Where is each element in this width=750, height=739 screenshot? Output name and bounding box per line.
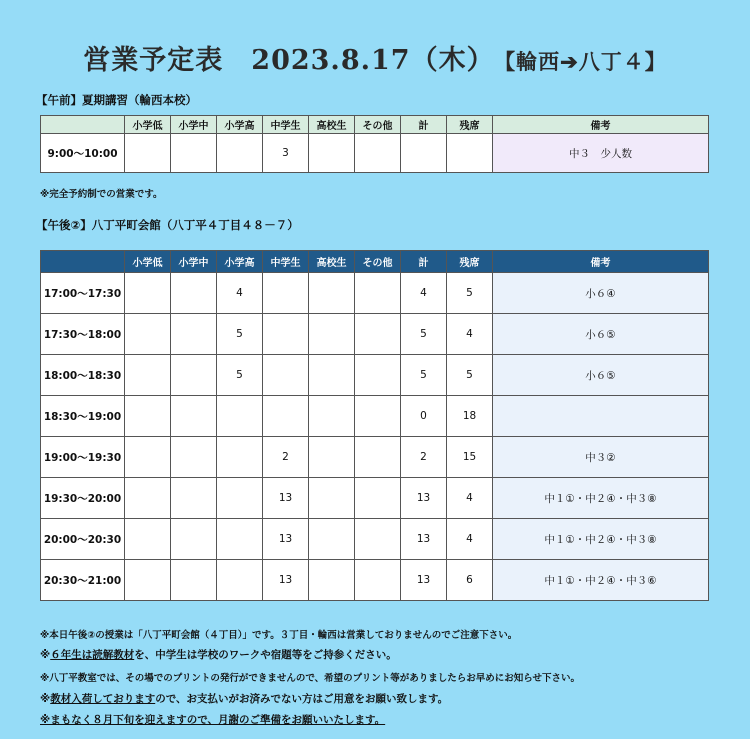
table-cell: 18 [447,396,493,437]
column-header: 小学中 [171,251,217,273]
table-cell: 5 [217,314,263,355]
table-cell [125,396,171,437]
table-cell [217,396,263,437]
table-row [41,478,709,519]
time-slot-cell: 20:00〜20:30 [41,519,125,560]
table-cell [171,519,217,560]
table-cell [355,396,401,437]
table-cell [263,273,309,314]
note-materials-rest: を、中学生は学校のワークや宿題等をご持参ください。 [134,649,397,661]
note-tuition-text: ※まもなく８月下旬を迎えますので、月謝のご準備をお願いいたします。 [40,714,386,726]
table-row [41,437,709,478]
morning-table [40,115,709,173]
table-cell: 13 [401,560,447,601]
column-header: 備考 [493,116,709,134]
note-prints: ※八丁平教室では、その場でのプリントの発行ができませんので、希望のプリント等がありましたらお早めにお知らせ下さい。 [40,673,581,684]
table-cell [171,314,217,355]
column-header: 高校生 [309,116,355,134]
table-cell [263,314,309,355]
table-cell: 5 [447,355,493,396]
remarks-cell: 小６④ [493,273,709,314]
table-cell [171,273,217,314]
table-cell [217,560,263,601]
remarks-cell: 中１①・中２④・中３⑧ [493,478,709,519]
table-row [41,314,709,355]
time-slot-cell: 17:30〜18:00 [41,314,125,355]
table-cell [171,437,217,478]
table-cell [125,273,171,314]
table-cell: 5 [401,355,447,396]
table-cell [217,478,263,519]
table-row [41,519,709,560]
table-cell: 4 [447,314,493,355]
column-header: 小学高 [217,116,263,134]
table-cell [309,314,355,355]
table-cell: 0 [401,396,447,437]
column-header: 残席 [447,116,493,134]
table-cell: 3 [263,134,309,173]
table-cell: 13 [263,560,309,601]
table-cell [125,519,171,560]
note-payment-prefix: ※ [40,693,51,705]
table-cell [125,314,171,355]
morning-header-row [41,116,709,134]
table-cell: 5 [401,314,447,355]
time-slot-cell: 20:30〜21:00 [41,560,125,601]
afternoon-heading: 【午後②】八丁平町会館（八丁平４丁目４８－７） [36,218,299,232]
table-cell [125,134,171,173]
column-header: 計 [401,251,447,273]
table-cell [355,478,401,519]
table-cell [171,355,217,396]
column-header: 中学生 [263,251,309,273]
column-header: その他 [355,251,401,273]
table-row [41,396,709,437]
table-cell: 4 [401,273,447,314]
morning-note: ※完全予約制での営業です。 [40,189,163,200]
table-cell: 15 [447,437,493,478]
table-cell [309,437,355,478]
table-cell: 13 [401,478,447,519]
table-row [41,355,709,396]
time-slot-cell: 18:00〜18:30 [41,355,125,396]
time-slot-cell: 18:30〜19:00 [41,396,125,437]
title-route: 【輪西➔八丁４】 [504,49,667,74]
table-cell [125,355,171,396]
table-row [41,273,709,314]
table-cell: 4 [217,273,263,314]
table-cell: 5 [217,355,263,396]
table-cell [355,560,401,601]
table-row [41,134,709,173]
column-header: 残席 [447,251,493,273]
column-header: 中学生 [263,116,309,134]
column-header [41,251,125,273]
table-cell: 13 [263,478,309,519]
table-cell [309,396,355,437]
table-cell [309,560,355,601]
table-cell: 2 [263,437,309,478]
table-cell [263,396,309,437]
table-cell [125,478,171,519]
table-cell [355,519,401,560]
table-cell: 6 [447,560,493,601]
note-payment [40,691,448,706]
table-cell [309,478,355,519]
remarks-cell: 中３ 少人数 [493,134,709,173]
column-header: その他 [355,116,401,134]
table-cell [171,396,217,437]
table-cell [355,273,401,314]
column-header: 小学高 [217,251,263,273]
column-header: 小学低 [125,251,171,273]
note-materials-prefix: ※ [40,649,51,661]
table-cell: 2 [401,437,447,478]
table-cell [401,134,447,173]
remarks-cell [493,396,709,437]
table-cell [309,273,355,314]
note-venue: ※本日午後②の授業は「八丁平町会館（４丁目）」です。３丁目・輪西は営業しておりませんのでご注意下さい。 [40,630,518,641]
time-slot-cell: 19:00〜19:30 [41,437,125,478]
note-materials [40,647,397,662]
note-payment-emphasis: 教材入荷しております [50,693,156,705]
title-text: 営業予定表 2023.8.17（木） [83,45,495,76]
note-materials-emphasis: ６年生は読解教材 [50,649,135,661]
time-slot-cell: 9:00〜10:00 [41,134,125,173]
afternoon-header-row [41,251,709,273]
table-cell [355,355,401,396]
table-cell [125,560,171,601]
table-row [41,560,709,601]
table-cell: 13 [263,519,309,560]
table-cell [309,519,355,560]
table-cell [217,519,263,560]
column-header: 高校生 [309,251,355,273]
table-cell [309,355,355,396]
column-header: 小学低 [125,116,171,134]
table-cell: 13 [401,519,447,560]
page-title [0,38,750,77]
table-cell: 5 [447,273,493,314]
column-header: 小学中 [171,116,217,134]
table-cell [355,437,401,478]
remarks-cell: 中３② [493,437,709,478]
table-cell [217,437,263,478]
note-payment-rest: ので、お支払いがお済みでない方はご用意をお願い致します。 [155,693,449,705]
remarks-cell: 小６⑤ [493,314,709,355]
table-cell [171,560,217,601]
table-cell [355,314,401,355]
table-cell [263,355,309,396]
table-cell [125,437,171,478]
table-cell [309,134,355,173]
remarks-cell: 小６⑤ [493,355,709,396]
table-cell [217,134,263,173]
time-slot-cell: 19:30〜20:00 [41,478,125,519]
remarks-cell: 中１①・中２④・中３⑧ [493,519,709,560]
table-cell [171,478,217,519]
afternoon-table [40,250,709,601]
column-header: 計 [401,116,447,134]
table-cell [171,134,217,173]
morning-heading: 【午前】夏期講習（輪西本校） [36,93,197,107]
remarks-cell: 中１①・中２④・中３⑥ [493,560,709,601]
table-cell: 4 [447,519,493,560]
column-header: 備考 [493,251,709,273]
column-header [41,116,125,134]
time-slot-cell: 17:00〜17:30 [41,273,125,314]
table-cell [355,134,401,173]
table-cell: 4 [447,478,493,519]
table-cell [447,134,493,173]
note-tuition [40,712,385,727]
